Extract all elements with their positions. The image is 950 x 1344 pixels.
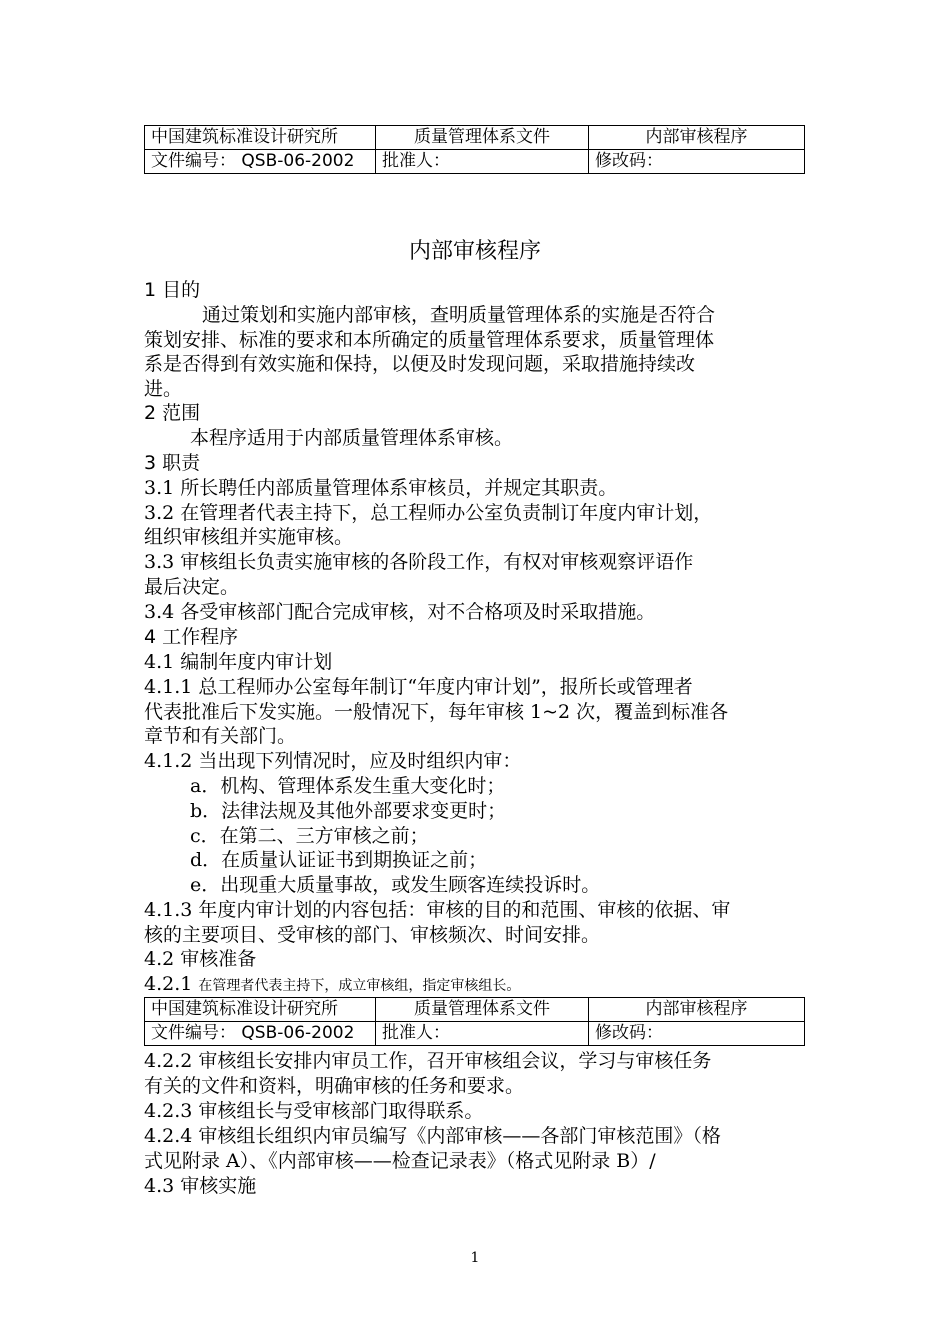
paragraph-line: 式见附录 A）、《内部审核——检查记录表》（格式见附录 B）/ (144, 1150, 656, 1172)
list-item: a．机构、管理体系发生重大变化时； (190, 775, 506, 797)
document-title: 内部审核程序 (408, 239, 541, 264)
header-doc-type: 质量管理体系文件 (376, 998, 589, 1022)
paragraph-line: 进。 (144, 378, 183, 400)
paragraph-line: 4.2.2 审核组长安排内审员工作，召开审核组会议，学习与审核任务 (144, 1050, 712, 1072)
paragraph-line: 3.4 各受审核部门配合完成审核，对不合格项及时采取措施。 (144, 601, 656, 623)
paragraph-line: 4.2.4 审核组长组织内审员编写《内部审核——各部门审核范围》（格 (144, 1125, 721, 1147)
list-item: e．出现重大质量事故，或发生顾客连续投诉时。 (190, 874, 601, 896)
header-table-repeat (144, 997, 805, 1046)
list-item: d．在质量认证证书到期换证之前； (190, 849, 488, 871)
page-number: 1 (470, 1250, 480, 1266)
header-doc-no: 文件编号： QSB-06-2002 (145, 1022, 376, 1046)
list-item: c．在第二、三方审核之前； (190, 825, 429, 847)
header-doc-type: 质量管理体系文件 (376, 126, 589, 150)
paragraph-line: 系是否得到有效实施和保持，以便及时发现问题，采取措施持续改 (144, 353, 696, 375)
section-heading-2: 2 范围 (144, 402, 201, 424)
paragraph-line: 策划安排、标准的要求和本所确定的质量管理体系要求，质量管理体 (144, 329, 715, 351)
paragraph-line (144, 972, 520, 998)
header-approver: 批准人： (376, 150, 589, 174)
paragraph-line: 4.1.2 当出现下列情况时，应及时组织内审： (144, 750, 522, 772)
header-table (144, 125, 805, 174)
paragraph-line: 4.1.3 年度内审计划的内容包括：审核的目的和范围、审核的依据、审 (144, 899, 731, 921)
paragraph-line: 代表批准后下发实施。一般情况下，每年审核 1~2 次，覆盖到标准各 (144, 701, 729, 723)
paragraph-line: 4.1.1 总工程师办公室每年制订“年度内审计划”，报所长或管理者 (144, 676, 693, 698)
header-revision: 修改码： (589, 1022, 805, 1046)
paragraph-line: 4.1 编制年度内审计划 (144, 651, 333, 673)
header-org: 中国建筑标准设计研究所 (145, 126, 376, 150)
header-org: 中国建筑标准设计研究所 (145, 998, 376, 1022)
header-doc-title: 内部审核程序 (589, 126, 805, 150)
paragraph-line: 章节和有关部门。 (144, 725, 297, 747)
header-revision: 修改码： (589, 150, 805, 174)
paragraph-line: 3.3 审核组长负责实施审核的各阶段工作，有权对审核观察评语作 (144, 551, 694, 573)
paragraph-line: 有关的文件和资料，明确审核的任务和要求。 (144, 1075, 525, 1097)
paragraph-line: 3.1 所长聘任内部质量管理体系审核员，并规定其职责。 (144, 477, 618, 499)
header-doc-no: 文件编号： QSB-06-2002 (145, 150, 376, 174)
section-heading-1: 1 目的 (144, 279, 201, 301)
section-heading-3: 3 职责 (144, 452, 201, 474)
clause-number: 4.2.1 (144, 973, 193, 995)
paragraph-line: 本程序适用于内部质量管理体系审核。 (190, 427, 514, 449)
paragraph-line: 核的主要项目、受审核的部门、审核频次、时间安排。 (144, 924, 601, 946)
paragraph-line: 4.2.3 审核组长与受审核部门取得联系。 (144, 1100, 484, 1122)
paragraph-line: 4.3 审核实施 (144, 1175, 257, 1197)
list-item: b．法律法规及其他外部要求变更时； (190, 800, 507, 822)
header-doc-title: 内部审核程序 (589, 998, 805, 1022)
section-heading-4: 4 工作程序 (144, 626, 239, 648)
header-approver: 批准人： (376, 1022, 589, 1046)
paragraph-line: 通过策划和实施内部审核，查明质量管理体系的实施是否符合 (202, 304, 716, 326)
paragraph-line: 4.2 审核准备 (144, 948, 257, 970)
paragraph-line: 最后决定。 (144, 576, 240, 598)
clause-text: 在管理者代表主持下，成立审核组，指定审核组长。 (198, 978, 521, 994)
paragraph-line: 组织审核组并实施审核。 (144, 526, 354, 548)
paragraph-line: 3.2 在管理者代表主持下，总工程师办公室负责制订年度内审计划， (144, 502, 713, 524)
